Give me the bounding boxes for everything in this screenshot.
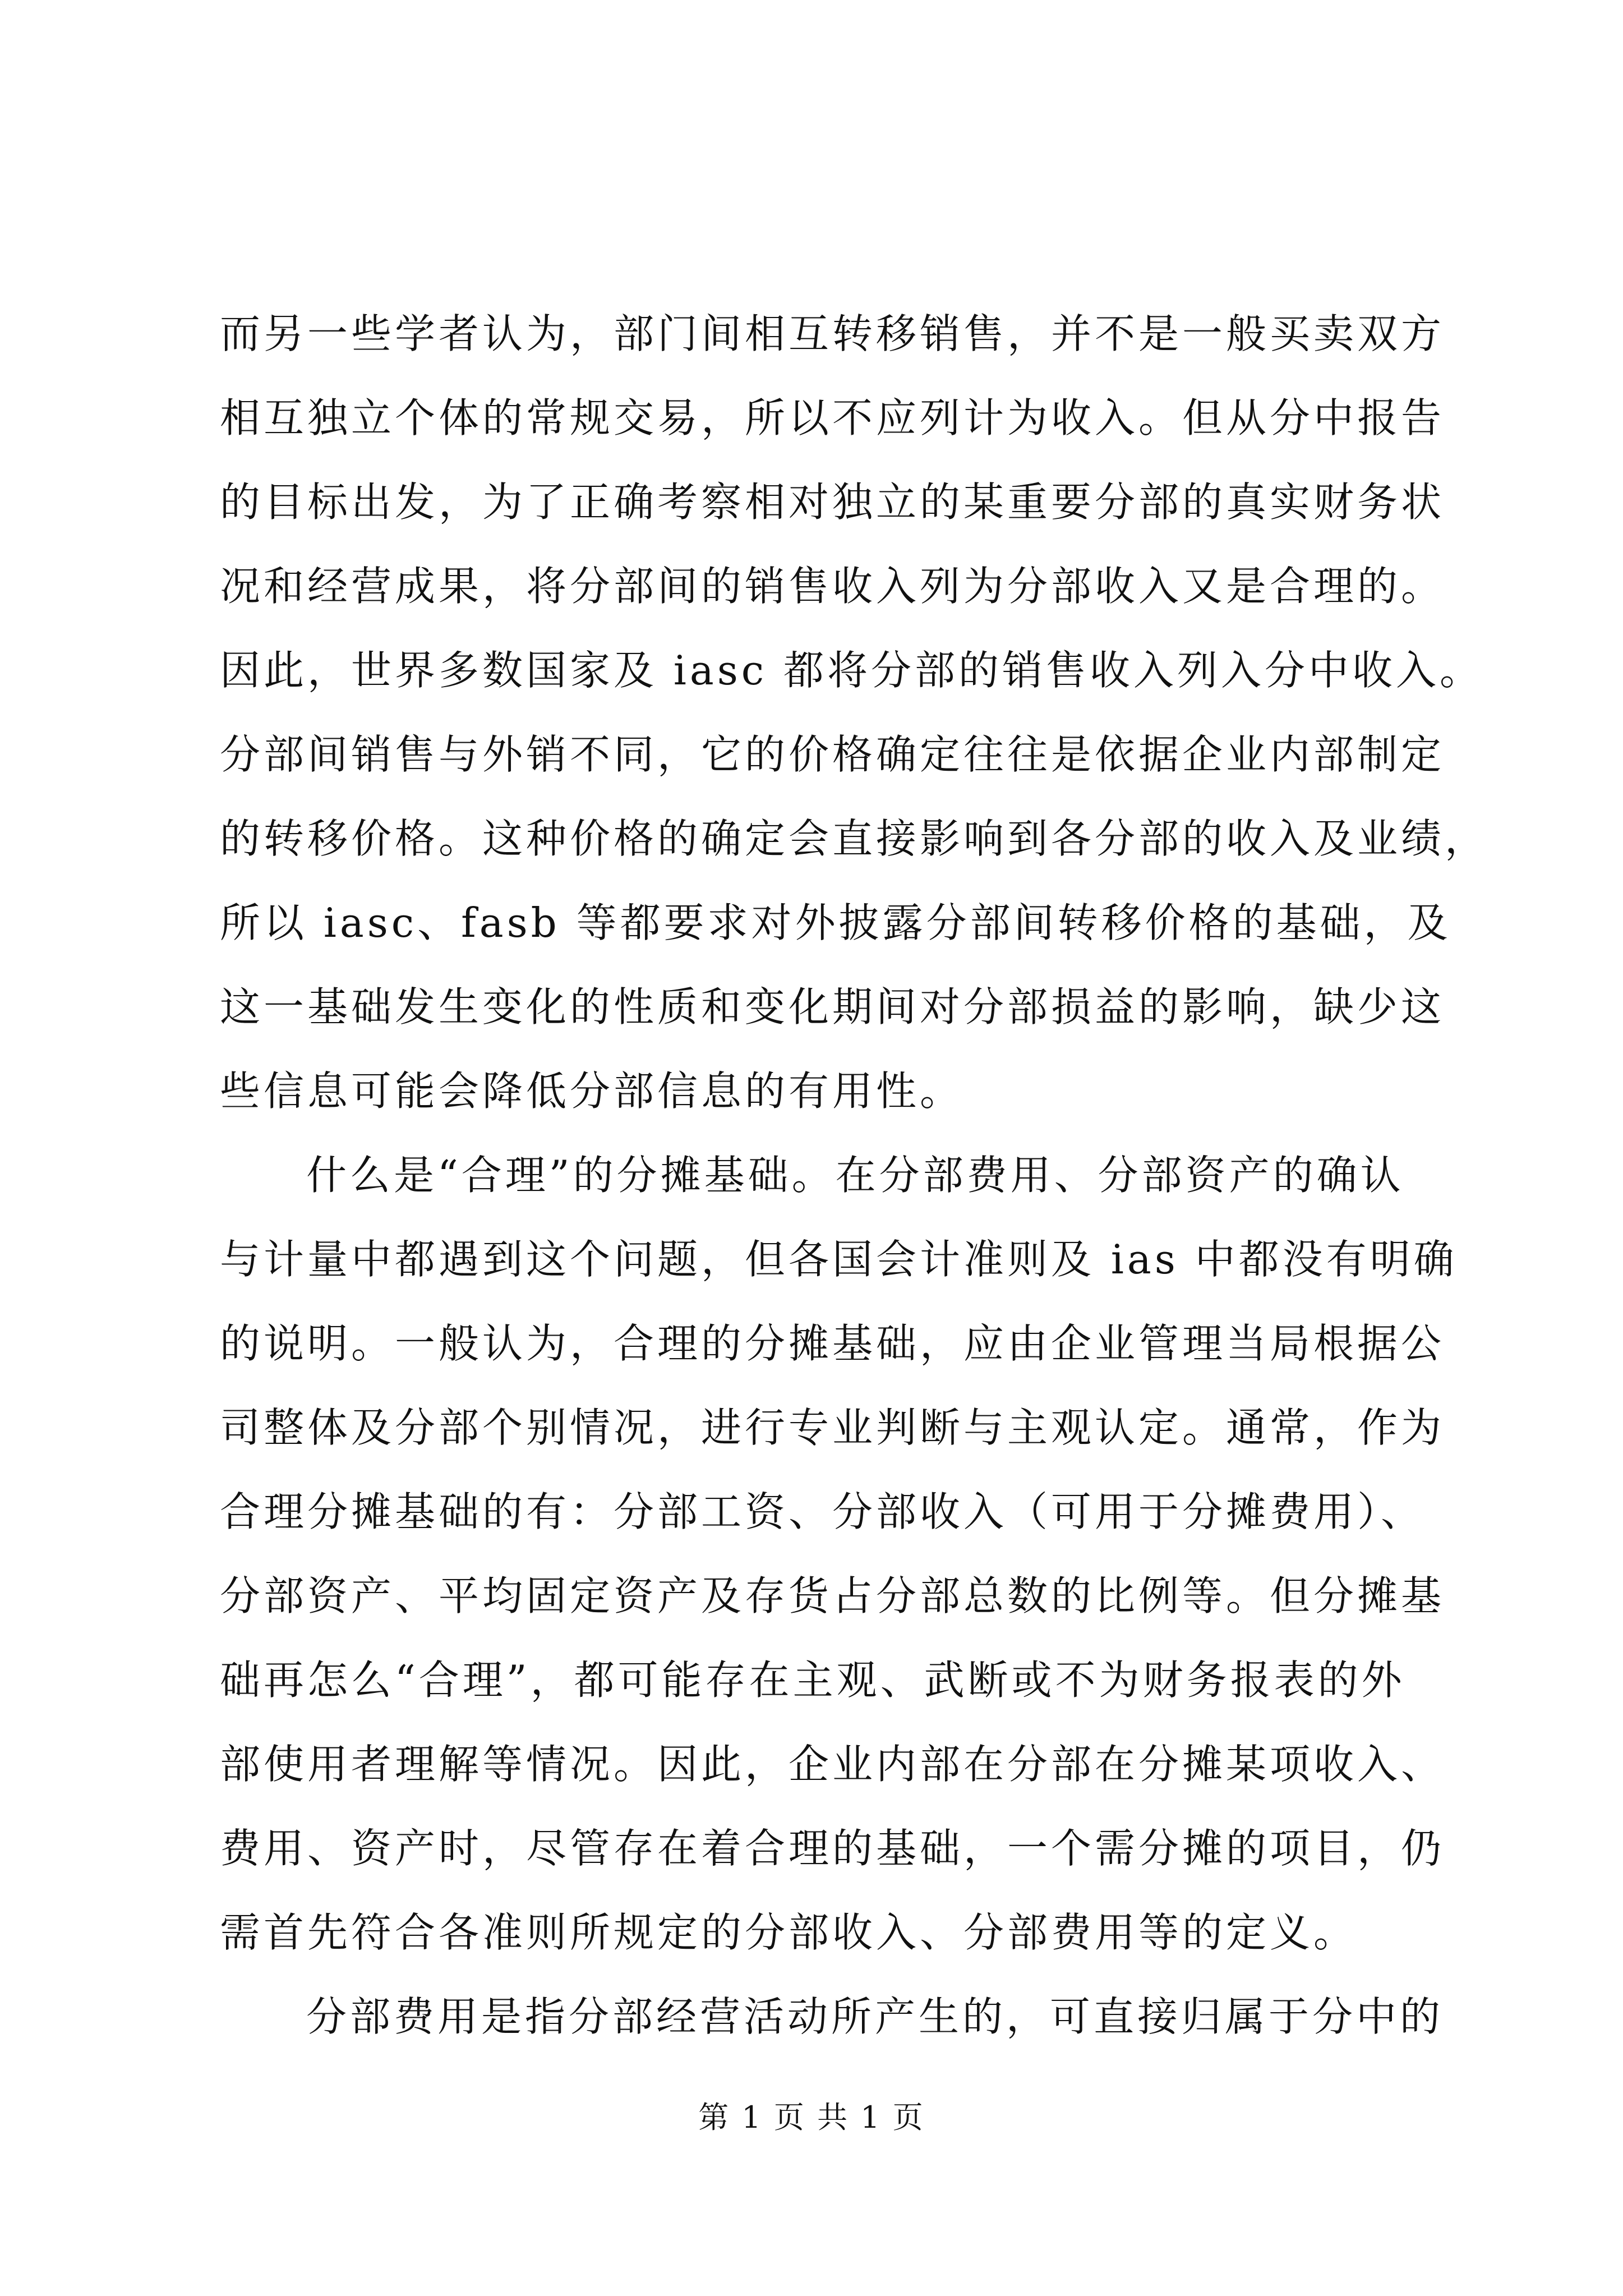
text-line: 的转移价格。这种价格的确定会直接影响到各分部的收入及业绩， [220,815,1489,862]
text-line: 分部间销售与外销不同，它的价格确定往往是依据企业内部制定 [220,731,1445,778]
text-line: 况和经营成果，将分部间的销售收入列为分部收入又是合理的。 [220,563,1445,610]
text-line: 些信息可能会降低分部信息的有用性。 [220,1068,964,1115]
text-line: 的说明。一般认为，合理的分摊基础，应由企业管理当局根据公 [220,1320,1445,1367]
text-line: 费用、资产时，尽管存在着合理的基础，一个需分摊的项目，仍 [220,1825,1445,1872]
text-line: 础再怎么“合理”，都可能存在主观、武断或不为财务报表的外 [220,1657,1405,1704]
page-footer: 第 1 页 共 1 页 [698,2100,925,2135]
text-line: 所以 iasc、fasb 等都要求对外披露分部间转移价格的基础，及 [220,899,1451,946]
paragraph-first-line: 分部费用是指分部经营活动所产生的，可直接归属于分中的 [306,1993,1444,2040]
text-line: 部使用者理解等情况。因此，企业内部在分部在分摊某项收入、 [220,1741,1445,1788]
text-line: 这一基础发生变化的性质和变化期间对分部损益的影响，缺少这 [220,983,1445,1030]
text-line: 司整体及分部个别情况，进行专业判断与主观认定。通常，作为 [220,1404,1445,1451]
text-line: 相互独立个体的常规交易，所以不应列计为收入。但从分中报告 [220,394,1445,441]
text-line: 合理分摊基础的有：分部工资、分部收入（可用于分摊费用）、 [220,1488,1425,1535]
text-line: 分部资产、平均固定资产及存货占分部总数的比例等。但分摊基 [220,1572,1445,1619]
text-line: 而另一些学者认为，部门间相互转移销售，并不是一般买卖双方 [220,310,1445,357]
text-line: 与计量中都遇到这个问题，但各国会计准则及 ias 中都没有明确 [220,1236,1458,1283]
paragraph-first-line: 什么是“合理”的分摊基础。在分部费用、分部资产的确认 [306,1152,1404,1199]
text-line: 需首先符合各准则所规定的分部收入、分部费用等的定义。 [220,1909,1358,1956]
text-line: 因此，世界多数国家及 iasc 都将分部的销售收入列入分中收入。 [220,647,1484,694]
text-line: 的目标出发，为了正确考察相对独立的某重要分部的真实财务状 [220,478,1445,526]
body-text [220,292,1489,2059]
